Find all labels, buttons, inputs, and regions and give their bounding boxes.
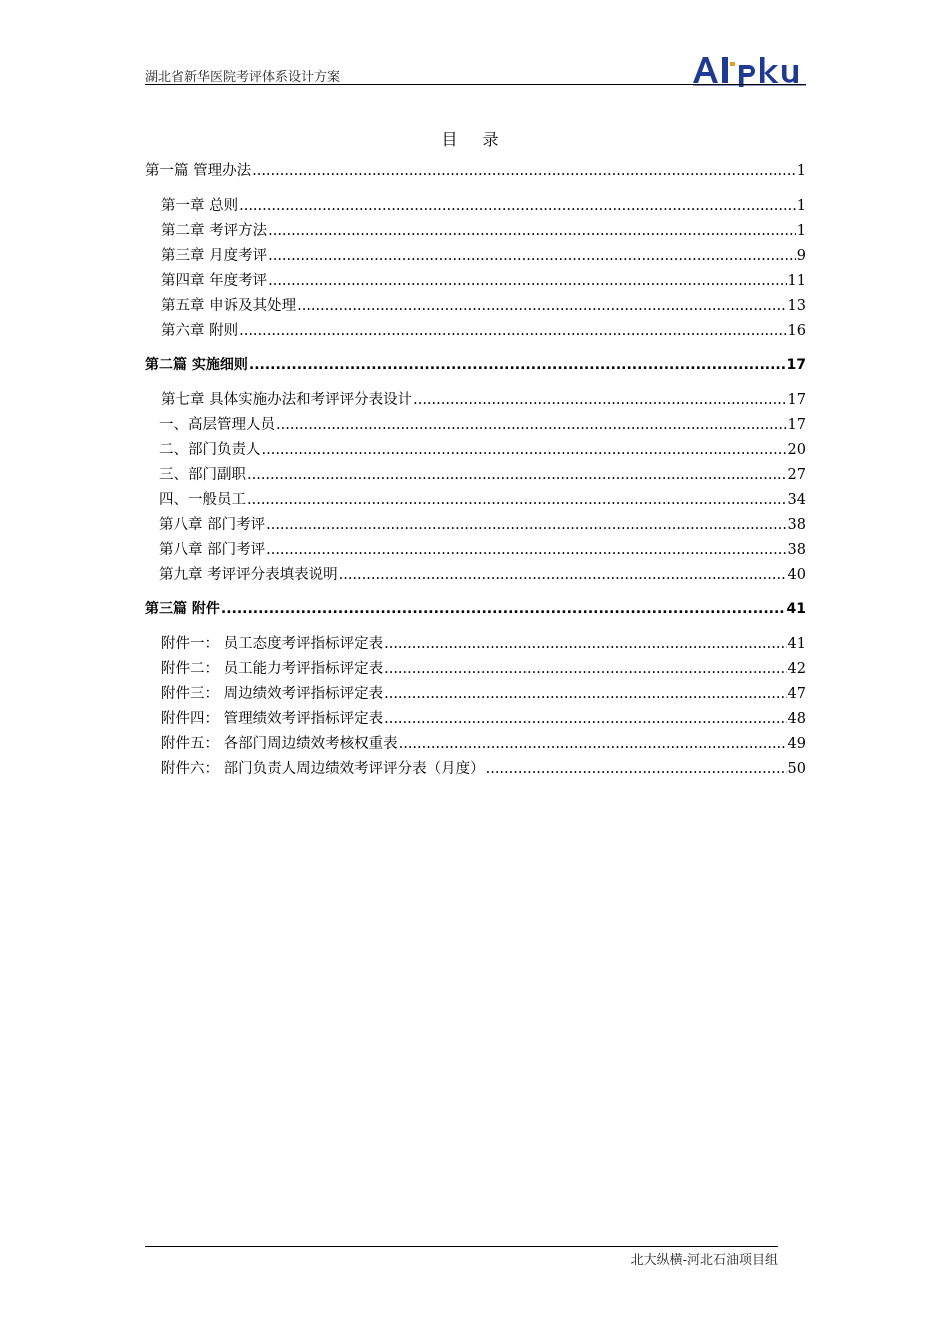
- toc-chapter-5[interactable]: 第五章 申诉及其处理 ..... 13: [161, 296, 806, 316]
- toc-section-4[interactable]: 四、一般员工 ..... 34: [159, 490, 806, 510]
- toc-chapter-1[interactable]: 第一章 总则 ..... 1: [161, 196, 806, 216]
- toc-chapter-8[interactable]: 第八章 部门考评 ..... 38: [159, 515, 806, 535]
- toc-leader: [221, 599, 786, 619]
- toc-leader: [384, 684, 786, 704]
- toc-chapter-3[interactable]: 第三章 月度考评 ..... 9: [161, 246, 806, 266]
- toc-leader: [268, 221, 796, 241]
- toc-appendix-1[interactable]: 附件一： 员工态度考评指标评定表 ..... 41: [161, 634, 806, 654]
- toc-appendix-5[interactable]: 附件五： 各部门周边绩效考核权重表 ..... 49: [161, 734, 806, 754]
- toc-leader: [266, 515, 786, 535]
- toc-leader: [249, 355, 786, 375]
- toc-section-1[interactable]: 一、高层管理人员 ..... 17: [159, 415, 806, 435]
- toc-leader: [268, 271, 786, 291]
- toc-title: 目 录: [441, 130, 509, 149]
- toc-leader: [384, 709, 786, 729]
- toc-leader: [266, 540, 786, 560]
- header-rule: [145, 84, 806, 85]
- toc-appendix-6[interactable]: 附件六： 部门负责人周边绩效考评评分表（月度） ..... 50: [161, 759, 806, 779]
- toc-leader: [486, 759, 787, 779]
- toc-leader: [239, 196, 796, 216]
- header-title: 湖北省新华医院考评体系设计方案: [145, 70, 341, 85]
- footer-text: 北大纵横-河北石油项目组: [630, 1253, 778, 1268]
- toc-leader: [384, 634, 786, 654]
- toc-section-3[interactable]: 三、部门副职 ..... 27: [159, 465, 806, 485]
- toc-leader: [247, 490, 787, 510]
- toc-appendix-4[interactable]: 附件四： 管理绩效考评指标评定表 ..... 48: [161, 709, 806, 729]
- toc-leader: [247, 465, 787, 485]
- toc-leader: [252, 161, 796, 181]
- toc-appendix-2[interactable]: 附件二： 员工能力考评指标评定表 ..... 42: [161, 659, 806, 679]
- toc-leader: [276, 415, 787, 435]
- toc-chapter-4[interactable]: 第四章 年度考评 ..... 11: [161, 271, 806, 291]
- toc-part-1[interactable]: 第一篇 管理办法 ..... 1: [145, 161, 806, 181]
- toc-chapter-7[interactable]: 第七章 具体实施办法和考评评分表设计 ..... 17: [161, 390, 806, 410]
- toc-leader: [262, 440, 787, 460]
- toc-part-3[interactable]: 第三篇 附件 ..... 41: [145, 599, 806, 619]
- toc-chapter-6[interactable]: 第六章 附则 ..... 16: [161, 321, 806, 341]
- toc-leader: [297, 296, 786, 316]
- toc-appendix-3[interactable]: 附件三： 周边绩效考评指标评定表 ..... 47: [161, 684, 806, 704]
- toc-part-2[interactable]: 第二篇 实施细则 ..... 17: [145, 355, 806, 375]
- toc-chapter-8-repeat[interactable]: 第八章 部门考评 ..... 38: [159, 540, 806, 560]
- toc-leader: [413, 390, 786, 410]
- toc-leader: [268, 246, 796, 266]
- toc-section-2[interactable]: 二、部门负责人 ..... 20: [159, 440, 806, 460]
- toc-chapter-9[interactable]: 第九章 考评评分表填表说明 ..... 40: [159, 565, 806, 585]
- toc-leader: [239, 321, 786, 341]
- toc-leader: [384, 659, 786, 679]
- footer-rule: [145, 1246, 778, 1247]
- toc-leader: [399, 734, 787, 754]
- aipku-logo: [691, 53, 809, 87]
- toc-leader: [339, 565, 787, 585]
- toc-chapter-2[interactable]: 第二章 考评方法 ..... 1: [161, 221, 806, 241]
